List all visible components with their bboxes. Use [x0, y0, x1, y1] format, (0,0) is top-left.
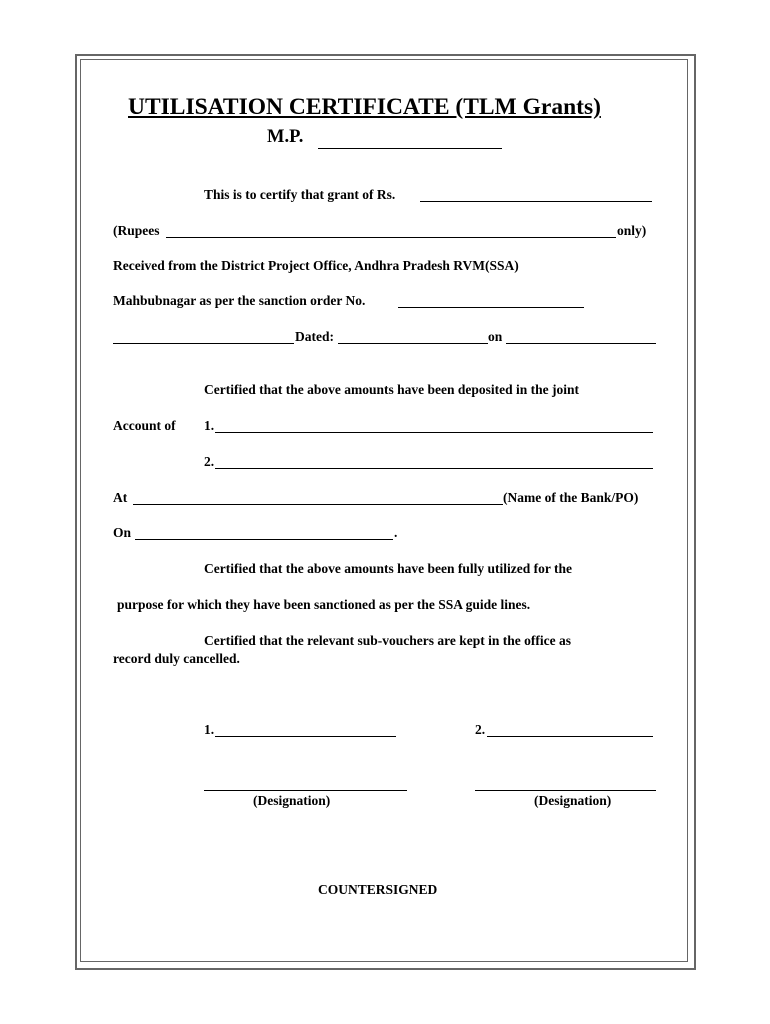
countersigned-label: COUNTERSIGNED [318, 882, 438, 897]
sanction-ref-blank[interactable] [113, 343, 294, 344]
signatory-2-label: 2. [475, 722, 486, 737]
account-1-label: 1. [204, 418, 215, 433]
dated-blank[interactable] [338, 343, 488, 344]
purpose-text: purpose for which they have been sanctioned as per the SSA guide lines. [117, 597, 531, 612]
grant-amount-blank[interactable] [420, 201, 652, 202]
rupees-label: (Rupees [113, 223, 160, 238]
on-date-blank[interactable] [135, 539, 393, 540]
on-label: on [488, 329, 503, 344]
account-2-label: 2. [204, 454, 215, 469]
signatory-1-blank[interactable] [215, 736, 396, 737]
dated-label: Dated: [295, 329, 334, 344]
received-from-text: Received from the District Project Office, Andhra Pradesh RVM(SSA) [113, 258, 519, 273]
sanction-order-blank[interactable] [398, 307, 584, 308]
on-blank[interactable] [506, 343, 656, 344]
mp-blank[interactable] [318, 148, 502, 149]
account-1-blank[interactable] [215, 432, 653, 433]
signatory-2-blank[interactable] [487, 736, 653, 737]
bank-po-label: (Name of the Bank/PO) [503, 490, 639, 505]
certified-deposited-text: Certified that the above amounts have been deposited in the joint [204, 382, 579, 397]
sanction-order-text: Mahbubnagar as per the sanction order No. [113, 293, 366, 308]
record-cancelled-text: record duly cancelled. [113, 651, 240, 666]
mp-label: M.P. [267, 127, 304, 147]
certificate-title: UTILISATION CERTIFICATE (TLM Grants) [128, 94, 601, 120]
period-mark: . [394, 525, 398, 540]
designation-2-blank[interactable] [475, 790, 656, 791]
account-2-blank[interactable] [215, 468, 653, 469]
on-date-label: On [113, 525, 132, 540]
bank-name-blank[interactable] [133, 504, 503, 505]
only-label: only) [617, 223, 647, 238]
account-of-label: Account of [113, 418, 176, 433]
at-label: At [113, 490, 128, 505]
signatory-1-label: 1. [204, 722, 215, 737]
certified-utilized-text: Certified that the above amounts have been fully utilized for the [204, 561, 572, 576]
designation-1-label: (Designation) [253, 793, 331, 808]
certify-grant-text: This is to certify that grant of Rs. [204, 187, 396, 202]
rupees-words-blank[interactable] [166, 237, 616, 238]
certified-vouchers-text: Certified that the relevant sub-vouchers are kept in the office as [204, 633, 571, 648]
designation-1-blank[interactable] [204, 790, 407, 791]
designation-2-label: (Designation) [534, 793, 612, 808]
